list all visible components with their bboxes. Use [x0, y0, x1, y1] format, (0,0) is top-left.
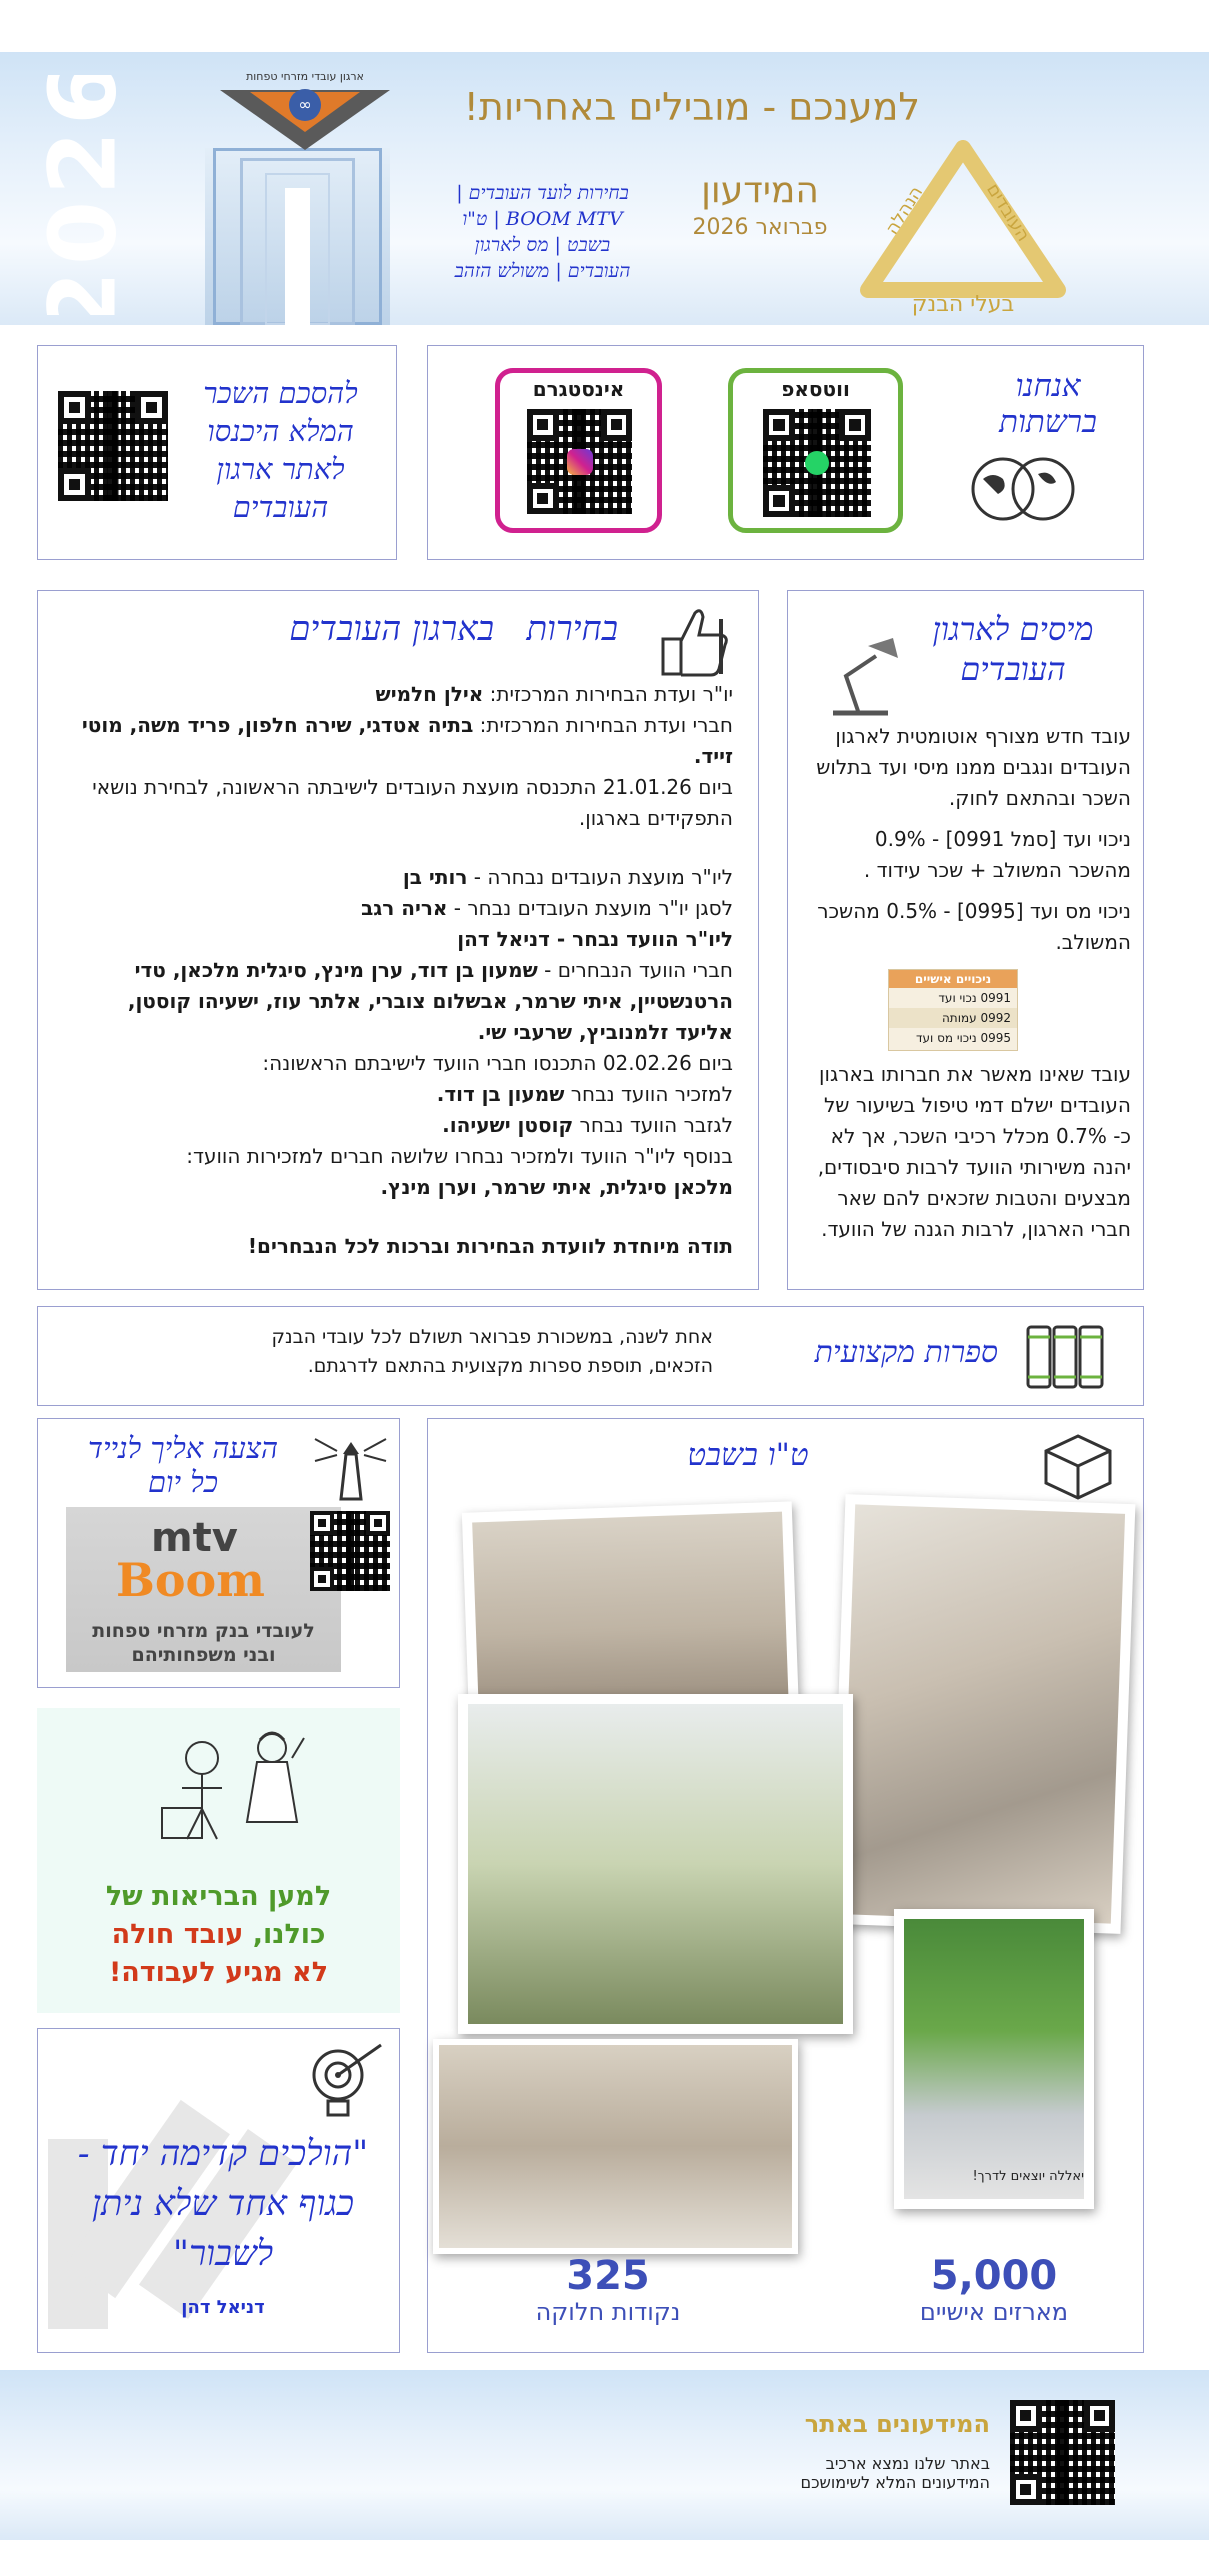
- header-contents: [415, 180, 670, 284]
- boom-subtitle-line: לעובדי בנק מזרחי טפחות: [92, 1620, 315, 1642]
- tubishvat-photo: [458, 1694, 853, 2034]
- boom-subtitle-line: ובני משפחותיהם: [131, 1644, 276, 1666]
- books-icon: [1023, 1322, 1108, 1392]
- boom-title: [48, 1431, 318, 1499]
- elections-line: תודה מיוחדת לוועדת הבחירות וברכות לכל הנבחרים!: [247, 1234, 733, 1258]
- elections-line: ליו"ר מועצת העובדים נבחרה - רותי בן: [402, 865, 733, 889]
- elections-line: חברי הוועד הנבחרים - שמעון בן דוד, ערן מינץ, סיגלית מלכאן, טדי הרטנשטיין, איתי שרמר, אבשלום צוברי, אלתר עוז, ישעיהו קוסטן, אליעד זלמנוביץ, שרעבי שי.: [127, 958, 733, 1044]
- elections-line: מלכאן סיגלית, איתי שרמר, וערן מינץ.: [380, 1175, 733, 1199]
- boom-subtitle: [66, 1619, 341, 1667]
- tax-title-line: מיסים לארגון: [932, 610, 1094, 648]
- elections-line: בנוסף ליו"ר הוועד ולמזכיר נבחרו שלושה חברים למזכירות הוועד:: [186, 1144, 733, 1168]
- boom-title-line: הצעה אליך לנייד: [87, 1431, 278, 1465]
- logo-arc-text: ארגון עובדי מזרחי טפחות: [246, 70, 364, 83]
- agreement-line: להסכם השכר: [203, 376, 358, 410]
- elections-line: חברי ועדת הבחירות המרכזית: בתיה אטדגי, שירה חלפון, פריד משה, מוטי זייד.: [81, 713, 733, 768]
- doctor-illustration: [157, 1718, 317, 1848]
- boom-title-line: כל יום: [147, 1465, 219, 1499]
- tax-paragraph: עובד שאינו מאשר את חברותו בארגון העובדים ישלם דמי טיפול בשיעור של כ- 0.7% מכלל רכיבי השכר, אך לא יהנה משירותי הוועד לרבות סיבסודים, מבצעים והטבות שזכאים להם שאר חברי הארגון, לרבות הגנה של הוועד.: [817, 1062, 1131, 1241]
- footer-qr-code[interactable]: [1010, 2400, 1115, 2505]
- lighthouse-icon: [313, 1431, 388, 1501]
- payslip-snippet: [888, 969, 1018, 1051]
- newsletter-title-block: [680, 170, 840, 240]
- elections-line: למזכיר הוועד נבחר שמעון בן דוד.: [436, 1082, 733, 1106]
- agreement-line: לאתר ארגון: [216, 452, 345, 486]
- svg-text:∞: ∞: [298, 95, 312, 114]
- instagram-icon: [567, 449, 593, 475]
- tax-paragraph: ניכוי ועד [סמל 0991] - 0.9% מהשכר המשולב + שכר עידוד .: [863, 827, 1131, 882]
- elections-title: בחירות בארגון העובדים: [289, 609, 618, 649]
- health-box: [37, 1708, 400, 2013]
- payslip-row: 0992 עמותה: [889, 1008, 1017, 1028]
- baskets-label: מארזים אישיים: [919, 2298, 1069, 2326]
- newsletter-date: פברואר 2026: [692, 215, 828, 240]
- health-line: כולנו, עובד חולה: [111, 1919, 326, 1950]
- boom-box: [37, 1418, 400, 1688]
- agreement-qr-code[interactable]: [58, 391, 168, 501]
- books-title: ספרות מקצועית: [814, 1335, 998, 1370]
- tax-body: [806, 721, 1131, 958]
- contents-line: העובדים | משולש הזהב: [454, 260, 631, 282]
- corridor-image: [205, 148, 390, 325]
- triangle-top: הנהלה: [881, 182, 928, 239]
- elections-line: יו"ר ועדת הבחירות המרכזית: אילן חלמיש: [375, 682, 733, 706]
- globe-icon: [968, 454, 1078, 524]
- networks-box: [427, 345, 1144, 560]
- baskets-stat: [894, 2254, 1094, 2326]
- elections-line: ביום 02.02.26 התכנסו חברי הוועד לישיבתם הראשונה:: [262, 1051, 733, 1075]
- tubishvat-box: [427, 1418, 1144, 2353]
- whatsapp-card[interactable]: [728, 368, 903, 533]
- baskets-value: 5,000: [930, 2253, 1058, 2299]
- footer-title: המידעונים באתר: [804, 2410, 990, 2438]
- boom-qr-code[interactable]: [310, 1511, 390, 1591]
- elections-box: [37, 590, 759, 1290]
- footer-line: המידעונים המלא לשימושכם: [800, 2473, 990, 2492]
- tax-box: [787, 590, 1144, 1290]
- contents-line: BOOM MTV | ט"ו: [462, 208, 623, 230]
- newsletter-title: המידעון: [701, 170, 819, 211]
- elections-body: [68, 679, 733, 1262]
- year-label: [28, 75, 138, 315]
- tax-paragraph: עובד חדש מצורף אוטומטית לארגון העובדים ונגבים ממנו מיסי ועד בתלוש השכר ובהתאם לחוק.: [816, 724, 1131, 810]
- whatsapp-icon: [805, 451, 829, 475]
- quote-author: דניאל דהן: [181, 2297, 265, 2318]
- header-slogan: למענכם - מובילים באחריות!: [463, 85, 920, 129]
- instagram-label: אינסטגרם: [532, 377, 625, 401]
- health-text: [47, 1878, 390, 1992]
- points-value: 325: [566, 2253, 650, 2299]
- tubishvat-photo: [831, 1494, 1136, 1934]
- tax-title: [898, 609, 1128, 689]
- quote-text: "הולכים קדימה יחד - כגוף אחד שלא ניתן לשבור": [77, 2134, 369, 2274]
- footer-line: באתר שלנו נמצא ארכיב: [825, 2454, 990, 2473]
- payslip-row: 0995 ניכוי מס ועד: [915, 1031, 1011, 1045]
- triangle-right: העובדים: [982, 179, 1034, 246]
- boom-logo-main: Boom: [116, 1553, 265, 1607]
- agreement-line: המלא היכנסו: [207, 414, 354, 448]
- contents-line: בחירות לועד העובדים |: [456, 182, 629, 204]
- points-stat: [508, 2254, 708, 2326]
- bulb-target-icon: [296, 2037, 391, 2122]
- tubishvat-photo: [433, 2039, 798, 2254]
- instagram-card[interactable]: [495, 368, 662, 533]
- year-text: 2026: [29, 75, 137, 315]
- desk-lamp-icon: [823, 631, 903, 721]
- elections-line: לסגן יו"ר מועצת העובדים נבחר - אריה רגב: [361, 896, 733, 920]
- boom-banner: [66, 1507, 341, 1672]
- health-line: למען הבריאות של: [105, 1881, 332, 1912]
- payslip-row: 0991 נכוי ועד: [938, 991, 1011, 1005]
- elections-line: לגזבר הוועד נבחר קוסטן ישעיהו.: [442, 1113, 733, 1137]
- golden-triangle-logo: [858, 140, 1068, 320]
- agreement-box: [37, 345, 397, 560]
- tax-title-line: העובדים: [960, 650, 1066, 688]
- tubishvat-photo: [894, 1909, 1094, 2209]
- org-logo: [210, 70, 400, 155]
- tax-body-bottom: [806, 1059, 1131, 1245]
- agreement-line: העובדים: [232, 490, 329, 524]
- box-icon: [1038, 1431, 1118, 1501]
- points-label: נקודות חלוקה: [535, 2298, 681, 2326]
- networks-title-line: ברשתות: [999, 404, 1097, 440]
- health-line: לא מגיע לעבודה!: [108, 1957, 329, 1988]
- elections-line: ביום 21.01.26 התכנסה מועצת העובדים לישיבתה הראשונה, לבחירת נושאי התפקידים בארגון.: [92, 775, 733, 830]
- triangle-bottom: בעלי הבנק: [911, 292, 1015, 317]
- quote-box: [37, 2028, 400, 2353]
- photo-caption: יאללה יוצאים לדרך!: [972, 2169, 1084, 2184]
- books-text: אחת לשנה, במשכורת פברואר תשולם לכל עובדי הבנק הזכאים, תוספת ספרות מקצועית בהתאם לדרגתם.: [271, 1326, 713, 1377]
- payslip-header: ניכויים אישיים: [889, 970, 1017, 988]
- books-box: [37, 1306, 1144, 1406]
- agreement-text: [178, 374, 383, 526]
- tubishvat-title: ט"ו בשבט: [687, 1437, 809, 1473]
- thumbs-up-icon: [653, 599, 738, 679]
- footer-text: [740, 2410, 990, 2492]
- whatsapp-label: ווטסאפ: [781, 377, 850, 401]
- contents-line: בשבט | מס לארגון: [474, 234, 611, 256]
- networks-title: [968, 368, 1128, 440]
- elections-line: ליו"ר הוועד נבחר - דניאל דהן: [457, 927, 733, 951]
- tax-paragraph: ניכוי מס ועד [0995] - 0.5% מהשכר המשולב.: [817, 899, 1131, 954]
- boom-logo-mtv: mtv: [151, 1515, 238, 1561]
- networks-title-line: אנחנו: [1015, 368, 1081, 404]
